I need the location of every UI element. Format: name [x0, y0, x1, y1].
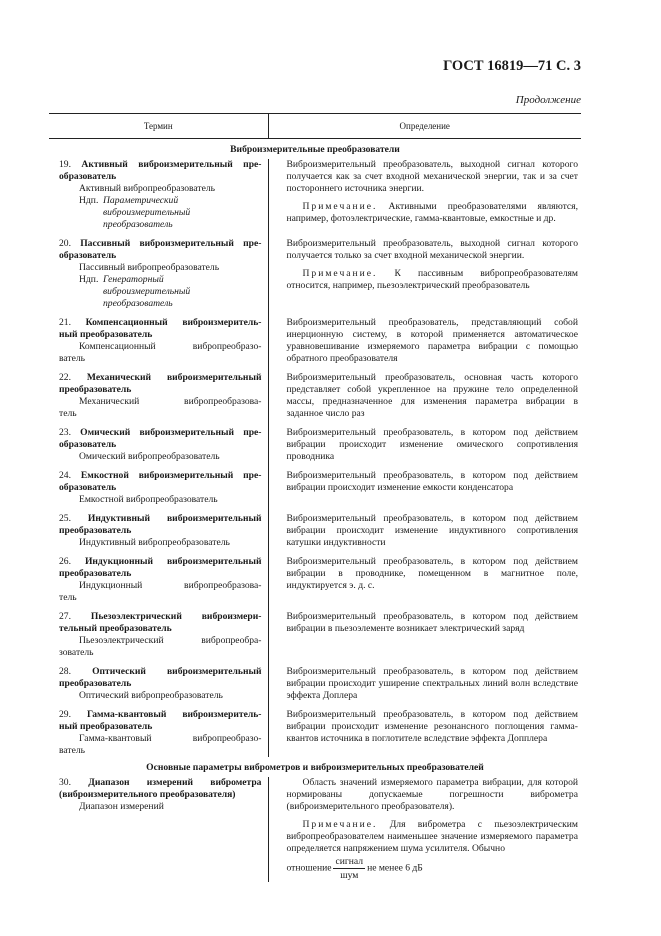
term-heading: 27. Пьезоэлектрический виброизмери- — [59, 611, 262, 622]
term-cell — [49, 709, 268, 757]
term-cell — [49, 427, 268, 463]
definition-cell: Виброизмерительный преобразователь, в котором под действием вибрации происходит изменение индуктивного сопротивления катушки индуктивности — [286, 513, 578, 548]
term-synonym-cont: тель — [59, 408, 77, 419]
term-synonym-cont: зователь — [59, 647, 94, 658]
table-row — [49, 709, 581, 757]
term-cell — [49, 777, 268, 882]
term-synonym: Диапазон измерений — [79, 801, 164, 812]
fraction: $\frac{\text{сигнал}}{\text{шум}}$ — [335, 856, 364, 881]
table-row — [49, 556, 581, 604]
term-synonym: Омический вибропреобразователь — [79, 451, 220, 462]
term-synonym: Емкостной вибропреобразователь — [79, 494, 218, 505]
table-row — [49, 513, 581, 549]
term-synonym-cont: тель — [59, 592, 77, 603]
term-heading-cont: преобразователь — [59, 525, 132, 536]
section-title: Виброизмерительные преобразователи — [230, 144, 400, 155]
definition-cell: Виброизмерительный преобразователь, основная часть которого представляет собой укрепленное на пружине тело определенной массы, предназначенное для изменения параметра вибрации в заданное число раз — [286, 372, 578, 419]
definition-cell: Виброизмерительный преобразователь, в котором под действием вибрации происходит уширение спектральных линий волн вследствие эффекта Доплера — [286, 666, 578, 701]
table-row — [49, 317, 581, 365]
term-cell — [49, 470, 268, 506]
term-synonym-cont: ватель — [59, 353, 86, 364]
column-header-definition: Определение — [268, 114, 581, 139]
term-heading-cont: преобразователь — [59, 384, 132, 395]
term-heading: 20. Пассивный виброизмерительный пре- — [59, 238, 262, 249]
terms-table — [49, 113, 581, 882]
term-heading: 22. Механический виброизмерительный — [59, 372, 262, 383]
term-synonym: Механический вибропреобразова- — [79, 396, 262, 407]
term-heading-cont: образователь — [59, 439, 117, 450]
term-cell — [49, 556, 268, 604]
term-synonym: Оптический вибропреобразователь — [79, 690, 223, 701]
term-heading: 29. Гамма-квантовый виброизмеритель- — [59, 709, 262, 720]
note-ratio: отношение $\frac{\text{сигнал}}{\text{шум}}$ не менее 6 дБ — [286, 856, 423, 881]
definition-cell: Виброизмерительный преобразователь, выходной сигнал которого получается как за счет входной механической энергии, так и за счет постороннего источника энергии. Примечание. Активными преобразователями являются, например, фотоэлектрические, гамма-квантовые, емкостные и др. — [286, 159, 578, 224]
definition-cell: Виброизмерительный преобразователь, в котором под действием вибрации происходит изменение омического сопротивления проводника — [286, 427, 578, 462]
term-heading: 25. Индуктивный виброизмерительный — [59, 513, 262, 524]
term-cell — [49, 513, 268, 549]
term-synonym: Активный вибропреобразователь — [79, 183, 216, 194]
term-heading-cont: тельный преобразователь — [59, 623, 172, 634]
table-row — [49, 666, 581, 702]
term-heading-cont: образователь — [59, 482, 117, 493]
term-deprecated: Ндп. Генераторный — [79, 274, 164, 285]
continuation-label: Продолжение — [515, 94, 581, 106]
page-header: ГОСТ 16819—71 С. 3 — [443, 58, 581, 74]
term-heading: 26. Индукционный виброизмерительный — [59, 556, 262, 567]
term-synonym: Гамма-квантовый вибропреобразо- — [79, 733, 262, 744]
term-heading: 21. Компенсационный виброизмеритель- — [59, 317, 262, 328]
note: Примечание. Активными преобразователями являются, например, фотоэлектрические, гамма-квантовые, емкостные и др. — [286, 201, 578, 224]
term-heading-cont: преобразователь — [59, 568, 132, 579]
term-cell: 20. Пассивный виброизмерительный пре- образователь Пассивный вибропреобразователь Ндп. Генераторный виброизмерительный преобразователь — [49, 238, 268, 310]
table-row — [49, 159, 581, 231]
definition-cell: Виброизмерительный преобразователь, в котором под действием вибрации в пьезоэлементе возникает электрический заряд — [286, 611, 578, 634]
table-row — [49, 470, 581, 506]
table-row — [49, 611, 581, 659]
table-row — [49, 427, 581, 463]
table-row — [49, 372, 581, 420]
table-row — [49, 777, 581, 882]
term-heading: 24. Емкостной виброизмерительный пре- — [59, 470, 262, 481]
table-row — [49, 238, 581, 310]
term-heading-cont: образователь — [59, 171, 117, 182]
term-heading-cont: образователь — [59, 250, 117, 261]
term-heading-cont: преобразователь — [59, 678, 132, 689]
definition-cell: Область значений измеряемого параметра вибрации, для которой нормированы допускаемые погрешности виброметра (виброизмерительного преобразователя). Примечание. Для виброметра с пьезоэлектрическим вибропреобразователем наименьшее значение измеряемого параметра определяется напряжением шума усилителя. Обычно отношение $\frac{\text{сигнал}}{\text{шум}}$ не менее 6 дБ — [286, 777, 578, 881]
definition-cell: Виброизмерительный преобразователь, выходной сигнал которого получается только за счет входной механической энергии. Примечание. К пассивным вибропреобразователям относится, например, пьезоэлектрический преобразователь — [286, 238, 578, 291]
term-cell — [49, 611, 268, 659]
definition-cell: Виброизмерительный преобразователь, в котором под действием вибрации происходит изменение резонансного поглощения гамма-квантов источника в поглотителе вследствие эффекта Допплера — [286, 709, 578, 744]
term-synonym: Индукционный вибропреобразова- — [79, 580, 262, 591]
definition-cell: Виброизмерительный преобразователь, в котором под действием вибрации происходит изменение емкости конденсатора — [286, 470, 578, 493]
term-deprecated: Ндп. Параметрический — [79, 195, 179, 206]
section-title: Основные параметры виброметров и виброизмерительных преобразователей — [146, 762, 484, 773]
term-cell — [49, 372, 268, 420]
term-cell — [49, 317, 268, 365]
term-heading: 30. Диапазон измерений виброметра — [59, 777, 262, 788]
term-heading: 23. Омический виброизмерительный пре- — [59, 427, 262, 438]
definition-cell: Виброизмерительный преобразователь, в котором под действием вибрации в проводнике, помещенном в магнитное поле, индуктируется э. д. с. — [286, 556, 578, 591]
term-synonym-cont: ватель — [59, 745, 86, 756]
term-synonym: Пассивный вибропреобразователь — [79, 262, 220, 273]
term-synonym: Индуктивный вибропреобразователь — [79, 537, 230, 548]
column-header-term: Термин — [49, 114, 268, 139]
term-heading-cont: ный преобразователь — [59, 329, 153, 340]
term-synonym: Пьезоэлектрический вибропреобра- — [79, 635, 262, 646]
term-cell: 19. Активный виброизмерительный пре- образователь Активный вибропреобразователь Ндп. Параметрический виброизмерительный преобразователь — [49, 159, 268, 231]
term-cell — [49, 666, 268, 702]
term-heading: 19. Активный виброизмерительный пре- — [59, 159, 262, 170]
note: Примечание. Для виброметра с пьезоэлектрическим вибропреобразователем наименьшее значение измеряемого параметра определяется напряжением шума усилителя. Обычно — [286, 819, 578, 854]
note: Примечание. К пассивным вибропреобразователям относится, например, пьезоэлектрический преобразователь — [286, 268, 578, 291]
term-heading-cont: (виброизмерительного преобразователя) — [59, 789, 236, 800]
definition-cell: Виброизмерительный преобразователь, представляющий собой инерционную систему, в которой применяется автоматическое уравновешивание измеряемого параметра вибрации с помощью обратного преобразователя — [286, 317, 578, 364]
term-heading: 28. Оптический виброизмерительный — [59, 666, 262, 677]
term-heading-cont: ный преобразователь — [59, 721, 153, 732]
term-synonym: Компенсационный вибропреобразо- — [79, 341, 262, 352]
